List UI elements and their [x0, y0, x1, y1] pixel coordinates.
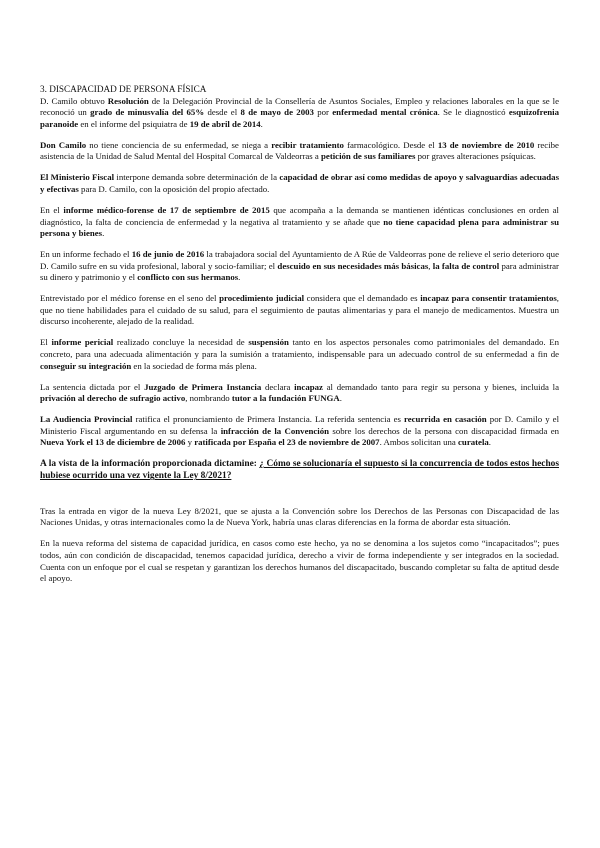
fact-paragraph: [40, 172, 559, 195]
fact-paragraph: [40, 293, 559, 328]
text-run: tanto en los aspectos personales como patrimoniales del demandado. En concreto, para una adecuada alimentación y para la sumisión a tratamiento, indispensable para un adecuado control de su enfermedad a fin de: [40, 337, 559, 360]
text-run: , nombrando: [185, 393, 232, 404]
answer-paragraph: Tras la entrada en vigor de la nueva Ley 8/2021, que se ajusta a la Convención sobre los Derechos de las Personas con Discapacidad de las Naciones Unidas, y otras internacionales como la de Nueva York, habría unas claras diferencias en la forma de abordar esta situación.: [40, 505, 559, 528]
text-run: declara: [261, 381, 295, 392]
text-run: por graves alteraciones psíquicas.: [415, 151, 536, 162]
bold-text-run: no tiene capacidad plena para administrar su persona y bienes: [40, 216, 559, 239]
text-run: El: [40, 337, 52, 348]
bold-text-run: la falta de control: [432, 260, 500, 271]
question-lead: A la vista de la información proporcionada dictamine:: [40, 459, 260, 470]
bold-text-run: suspensión: [248, 337, 289, 348]
bold-text-run: conflicto con sus hermanos: [137, 272, 239, 283]
text-run: desde el: [204, 107, 241, 118]
text-run: interpone demanda sobre determinación de la: [114, 172, 280, 183]
text-run: D. Camilo obtuvo: [40, 95, 108, 106]
bold-text-run: incapaz para consentir tratamientos: [420, 293, 557, 304]
bold-text-run: Nueva York el 13 de diciembre de 2006: [40, 437, 186, 448]
text-run: En un informe fechado el: [40, 249, 132, 260]
text-run: no tiene conciencia de su enfermedad, se niega a: [86, 139, 272, 150]
bold-text-run: enfermedad mental crónica: [332, 107, 438, 118]
text-run: por: [313, 107, 333, 118]
text-run: al demandado tanto para regir su persona y bienes, incluida la: [322, 381, 559, 392]
text-run: En el: [40, 204, 64, 215]
text-run: y: [185, 437, 195, 448]
bold-text-run: El Ministerio Fiscal: [40, 172, 115, 183]
bold-text-run: recibir tratamiento: [271, 139, 344, 150]
bold-text-run: privación al derecho de sufragio activo: [40, 393, 186, 404]
fact-paragraph: [40, 249, 559, 284]
text-run: Entrevistado por el médico forense en el seno del: [40, 293, 220, 304]
fact-paragraph: [40, 140, 559, 163]
text-run: .: [260, 118, 263, 129]
facts-section: [40, 96, 559, 449]
bold-text-run: informe pericial: [51, 337, 114, 348]
text-run: La sentencia dictada por el: [40, 381, 145, 392]
bold-text-run: ratificada por España el 23 de noviembre de 2007: [194, 437, 380, 448]
bold-text-run: tutor a la fundación FUNGA: [231, 393, 340, 404]
bold-text-run: petición de sus familiares: [321, 151, 416, 162]
bold-text-run: Resolución: [107, 95, 149, 106]
text-run: , que no tiene habilidades para el cuidado de su salud, para el seguimiento de pautas alimentarias y para el manejo de medicamentos. Muestra un discurso incoherente, alejado de la realidad.: [40, 293, 559, 327]
text-run: ,: [428, 260, 433, 271]
fact-paragraph: [40, 382, 559, 405]
text-run: para administrar su dinero y patrimonio y el: [40, 260, 559, 283]
answer-paragraph: En la nueva reforma del sistema de capacidad jurídica, en casos como este hecho, ya no se denomina a los sujetos como “incapacitados”; pues todos, aún con condición de discapacidad, tenemos capacidad jurídica, derecho a vivir de forma independiente y ser integrados en la sociedad. Cuenta con un enfoque por el cual se respetan y garantizan los derechos humanos del discapacitado, buscando completar su falta de aptitud desde el apoyo.: [40, 538, 559, 584]
question-paragraph: [40, 458, 559, 482]
fact-paragraph: [40, 414, 559, 449]
fact-paragraph: [40, 96, 559, 131]
section-heading: 3. DISCAPACIDAD DE PERSONA FÍSICA: [40, 84, 207, 94]
text-run: realizado concluye la necesidad de: [113, 337, 249, 348]
text-run: ratifica el pronunciamiento de Primera Instancia. La referida sentencia es: [132, 414, 404, 425]
text-run: sobre los derechos de la persona con discapacidad firmada en: [329, 425, 560, 436]
bold-text-run: recurrida en casación: [404, 414, 487, 425]
bold-text-run: informe médico-forense de 17 de septiembre de 2015: [63, 204, 270, 215]
text-run: .: [339, 393, 342, 404]
text-run: farmacológico. Desde el: [343, 139, 438, 150]
text-run: . Ambos solicitan una: [379, 437, 459, 448]
bold-text-run: grado de minusvalía del 65%: [90, 107, 205, 118]
text-run: en el informe del psiquiatra de: [78, 118, 190, 129]
text-run: considera que el demandado es: [304, 293, 421, 304]
bold-text-run: procedimiento judicial: [219, 293, 305, 304]
bold-text-run: 8 de mayo de 2003: [240, 107, 314, 118]
text-run: . Se le diagnosticó: [437, 107, 509, 118]
bold-text-run: descuido en sus necesidades más básicas: [277, 260, 429, 271]
bold-text-run: incapaz: [294, 381, 323, 392]
document-body: [40, 84, 559, 594]
text-run: de la Delegación Provincial de la Consellería de Asuntos Sociales, Empleo y relaciones laborales en la que se le reconoció un: [40, 95, 559, 118]
text-run: .: [488, 437, 491, 448]
question-text: ¿ Cómo se solucionaría el supuesto si la concurrencia de todos estos hechos hubiese ocurrido una vez vigente la Ley 8/2021?: [40, 459, 559, 482]
text-run: .: [238, 272, 241, 283]
fact-paragraph: [40, 205, 559, 240]
text-run: en la sociedad de forma más plena.: [131, 360, 257, 371]
fact-paragraph: [40, 337, 559, 372]
bold-text-run: La Audiencia Provincial: [40, 414, 133, 425]
text-run: para D. Camilo, con la oposición del propio afectado.: [78, 183, 270, 194]
text-run: la trabajadora social del Ayuntamiento de A Rúe de Valdeorras pone de relieve el serio deterioro que D. Camilo sufre en su vida profesional, laboral y socio-familiar; el: [40, 249, 559, 271]
bold-text-run: 13 de noviembre de 2010: [437, 139, 535, 150]
bold-text-run: 19 de abril de 2014: [189, 118, 261, 129]
text-run: .: [102, 228, 105, 239]
text-run: que acompaña a la demanda se mantienen idénticas conclusiones en orden al diagnóstico, la falta de conciencia de enfermedad y la negativa al tratamiento y se añade que: [40, 204, 559, 227]
bold-text-run: capacidad de obrar así como medidas de apoyo y salvaguardias adecuadas y efectivas: [40, 172, 559, 194]
bold-text-run: Juzgado de Primera Instancia: [144, 381, 262, 392]
bold-text-run: conseguir su integración: [40, 360, 132, 371]
text-run: recibe asistencia de la Unidad de Salud Mental del Hospital Comarcal de Valdeorras a: [40, 139, 559, 162]
bold-text-run: 16 de junio de 2016: [131, 249, 205, 260]
spacer: [40, 492, 559, 506]
text-run: por D. Camilo y el Ministerio Fiscal argumentando en su defensa la: [40, 414, 560, 436]
bold-text-run: Don Camilo: [40, 139, 87, 150]
bold-text-run: esquizofrenia paranoide: [40, 107, 559, 129]
bold-text-run: infracción de la Convención: [220, 425, 330, 436]
bold-text-run: curatela: [458, 437, 489, 448]
